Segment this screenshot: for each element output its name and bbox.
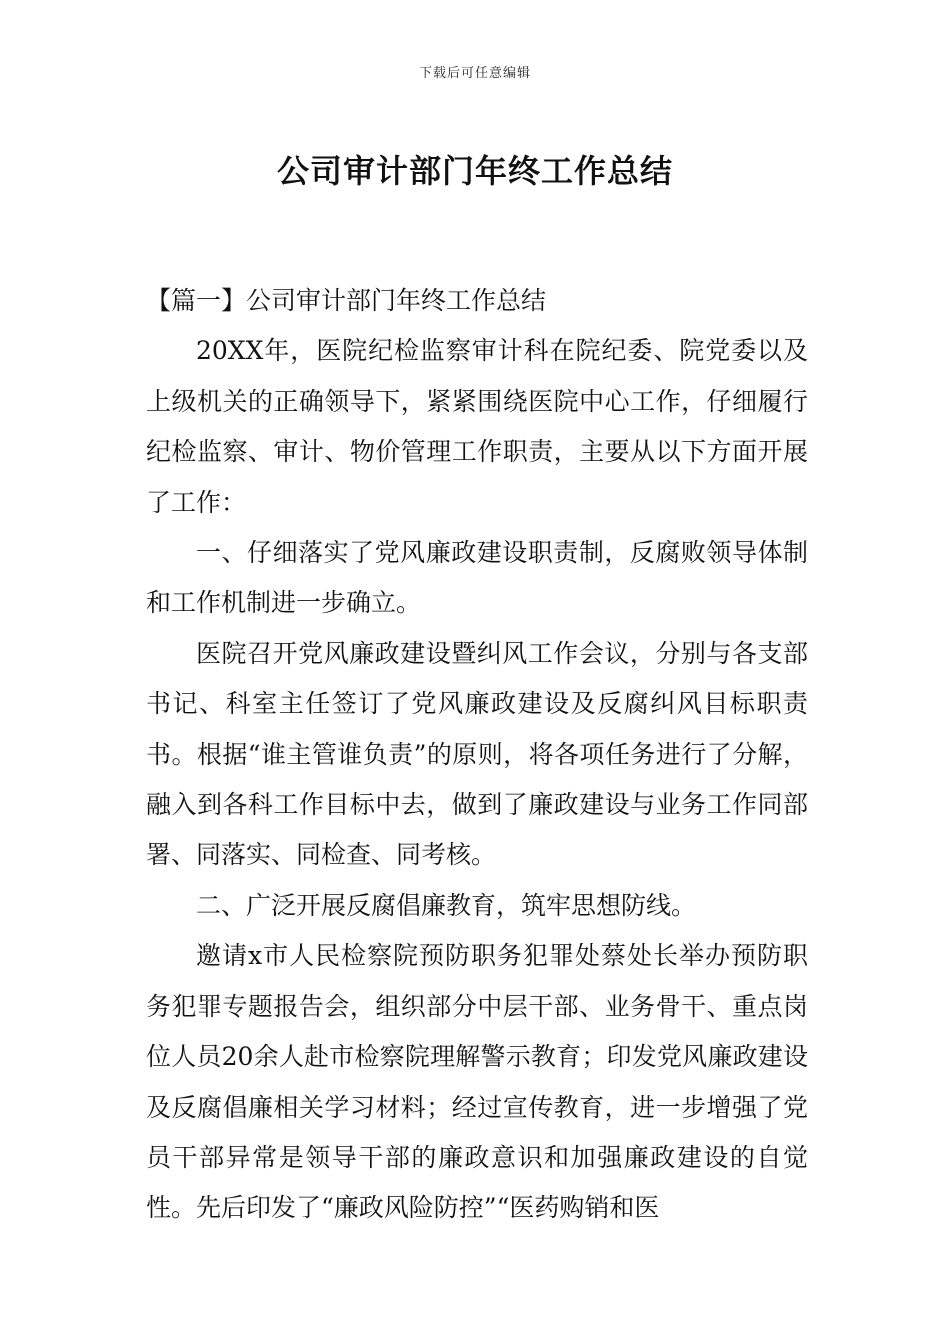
paragraph-intro: 20XX年，医院纪检监察审计科在院纪委、院党委以及上级机关的正确领导下，紧紧围绕医院中心工作，仔细履行纪检监察、审计、物价管理工作职责，主要从以下方面开展了工作： — [146, 336, 808, 517]
document-body — [146, 276, 808, 1234]
paragraph-point-two-heading: 二、广泛开展反腐倡廉教育，筑牢思想防线。 — [196, 890, 697, 920]
document-title: 公司审计部门年终工作总结 — [276, 152, 673, 191]
paragraph-point-one-body: 医院召开党风廉政建设暨纠风工作会议，分别与各支部书记、科室主任签订了党风廉政建设及反腐纠风目标职责书。根据“谁主管谁负责”的原则，将各项任务进行了分解，融入到各科工作目标中去，做到了廉政建设与业务工作同部署、同落实、同检查、同考核。 — [146, 638, 808, 870]
paragraph-point-one-heading: 一、仔细落实了党风廉政建设职责制，反腐败领导体制和工作机制进一步确立。 — [146, 538, 808, 618]
header-note: 下载后可任意编辑 — [418, 66, 531, 81]
paragraph-point-two-body: 邀请x市人民检察院预防职务犯罪处蔡处长举办预防职务犯罪专题报告会，组织部分中层干部、业务骨干、重点岗位人员20余人赴市检察院理解警示教育；印发党风廉政建设及反腐倡廉相关学习材料；经过宣传教育，进一步增强了党员干部异常是领导干部的廉政意识和加强廉政建设的自觉性。先后印发了“廉政风险防控”“医药购销和医 — [146, 941, 808, 1223]
section-heading: 【篇一】公司审计部门年终工作总结 — [146, 286, 547, 315]
